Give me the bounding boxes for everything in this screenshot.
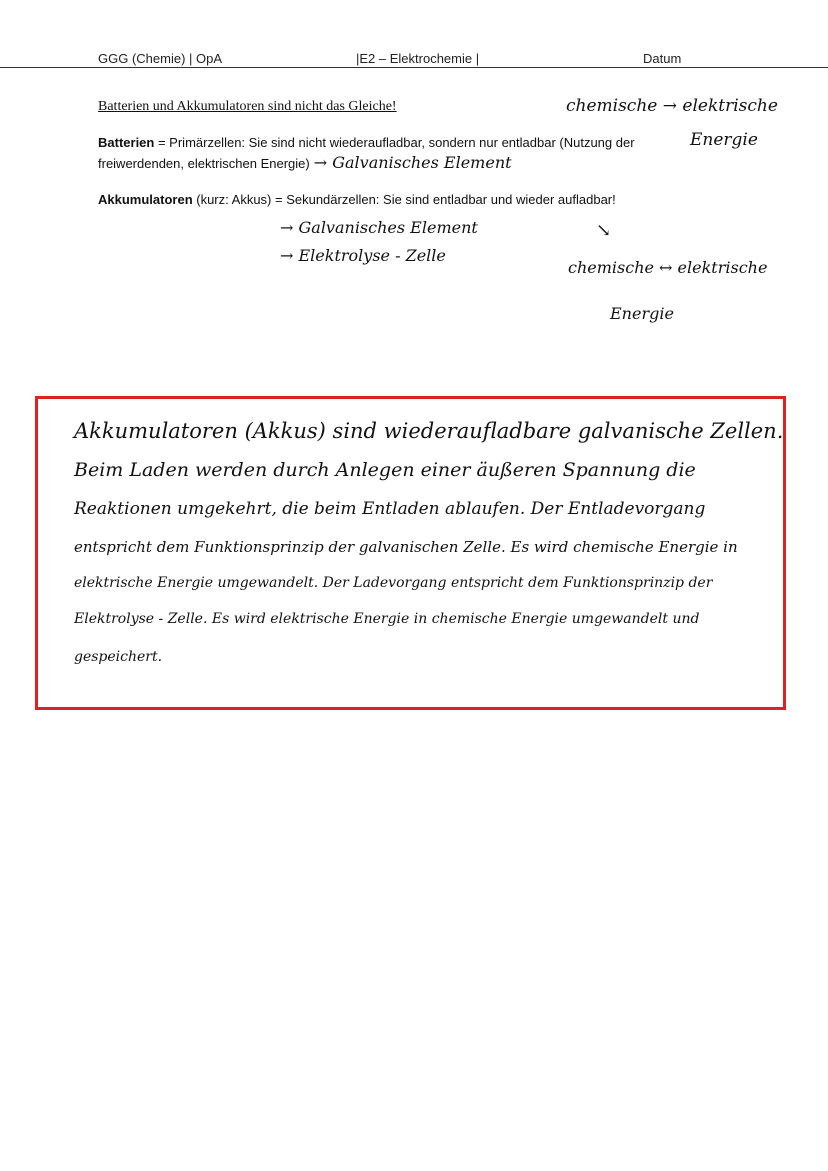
batterien-line1 — [98, 133, 635, 153]
page-title: Batterien und Akkumulatoren sind nicht das Gleiche! — [98, 99, 397, 114]
summary-line: gespeichert. — [74, 649, 163, 665]
batterien-text-2: freiwerdenden, elektrischen Energie) — [98, 156, 310, 171]
handwritten-arrow-icon: ↘ — [596, 220, 612, 241]
header-date: Datum — [643, 51, 682, 66]
akkumulatoren-term: Akkumulatoren — [98, 192, 193, 207]
handwritten-note-energie-2: Energie — [610, 304, 674, 323]
summary-line: elektrische Energie umgewandelt. Der Ladevorgang entspricht dem Funktionsprinzip der — [74, 575, 713, 591]
summary-box — [35, 396, 786, 710]
akkumulatoren-line — [98, 190, 616, 210]
summary-line: Reaktionen umgekehrt, die beim Entladen ablaufen. Der Entladevorgang — [74, 499, 706, 519]
handwritten-note-elektrolyse: → Elektrolyse - Zelle — [280, 246, 446, 265]
batterien-term: Batterien — [98, 135, 155, 150]
summary-line: entspricht dem Funktionsprinzip der galvanischen Zelle. Es wird chemische Energie in — [74, 538, 738, 556]
handwritten-note-chem-elek: chemische → elektrische — [566, 96, 778, 116]
header-topic: |E2 – Elektrochemie | — [356, 51, 480, 66]
batterien-line2 — [98, 153, 512, 174]
header-course: GGG (Chemie) | OpA — [98, 51, 223, 66]
summary-line: Akkumulatoren (Akkus) sind wiederaufladbare galvanische Zellen. — [74, 419, 784, 443]
summary-line: Beim Laden werden durch Anlegen einer äußeren Spannung die — [74, 459, 696, 481]
page-header — [0, 50, 828, 68]
summary-line: Elektrolyse - Zelle. Es wird elektrische Energie in chemische Energie umgewandelt und — [74, 611, 700, 627]
handwritten-note-galvanisch: → Galvanisches Element — [280, 218, 478, 237]
handwritten-note-chem-elek-2: chemische ↔ elektrische — [568, 258, 768, 277]
akkumulatoren-text: (kurz: Akkus) = Sekundärzellen: Sie sind entladbar und wieder aufladbar! — [192, 192, 616, 207]
batterien-text-1: = Primärzellen: Sie sind nicht wiederaufladbar, sondern nur entladbar (Nutzung der — [154, 135, 635, 150]
handwritten-note-energie: Energie — [690, 130, 758, 150]
header-divider — [0, 67, 828, 68]
handwritten-galvanisch-inline: → Galvanisches Element — [313, 153, 512, 172]
